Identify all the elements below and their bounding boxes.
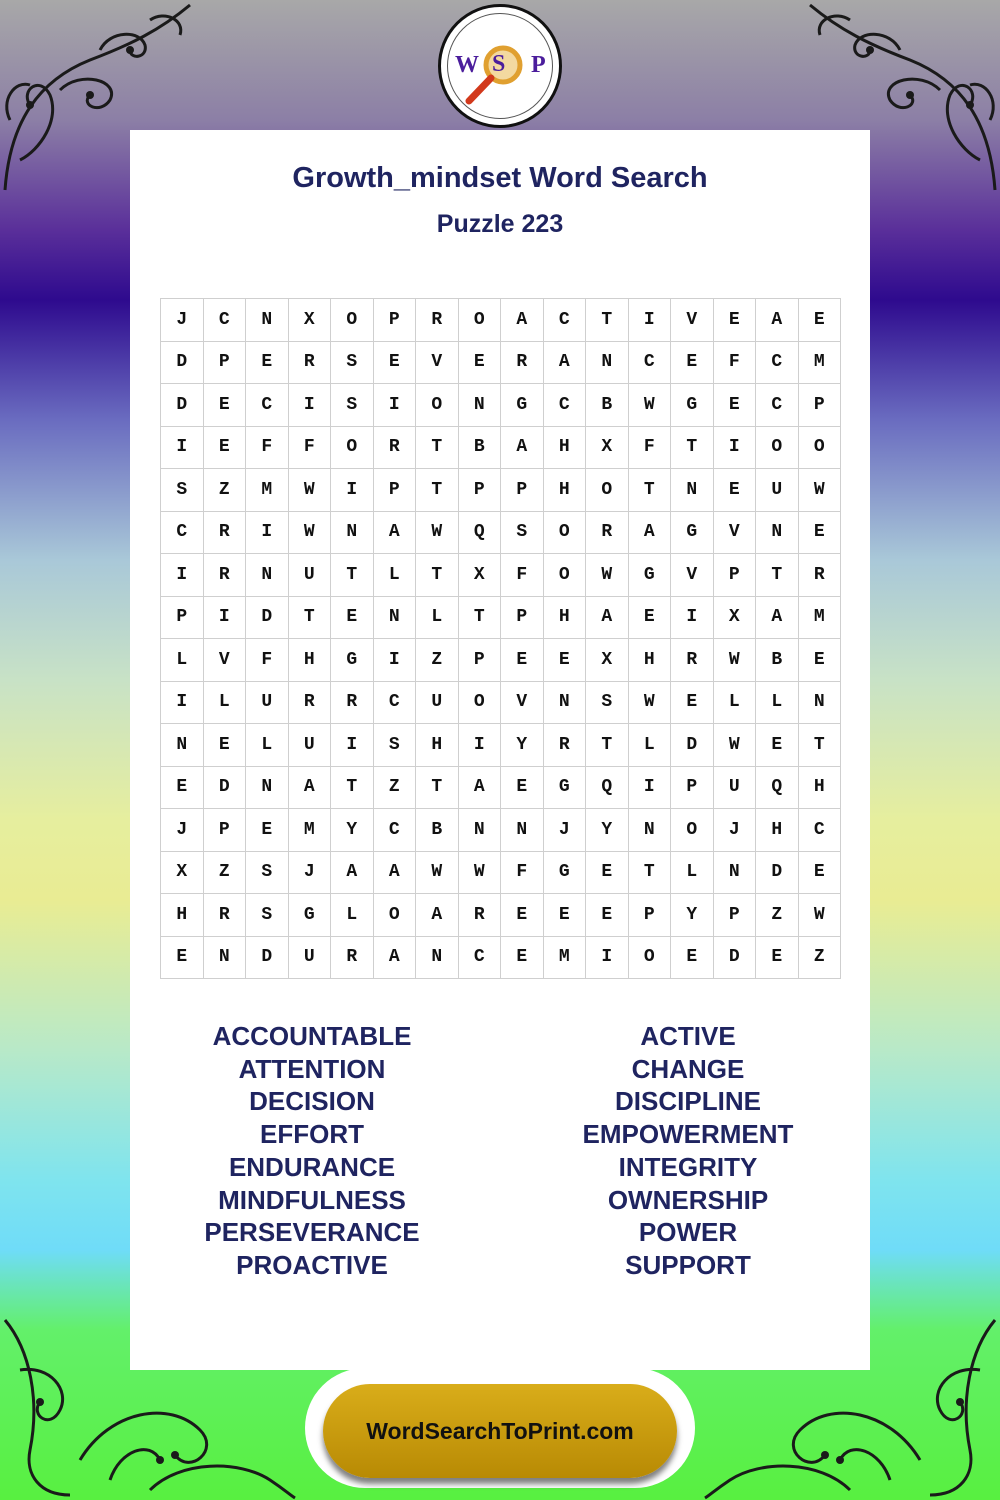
grid-cell[interactable]: A bbox=[544, 342, 587, 385]
grid-cell[interactable]: S bbox=[501, 512, 544, 555]
grid-cell[interactable]: N bbox=[459, 384, 502, 427]
grid-cell[interactable]: E bbox=[629, 597, 672, 640]
grid-cell[interactable]: S bbox=[161, 469, 204, 512]
grid-cell[interactable]: Z bbox=[416, 639, 459, 682]
grid-cell[interactable]: N bbox=[331, 512, 374, 555]
grid-cell[interactable]: M bbox=[246, 469, 289, 512]
grid-cell[interactable]: T bbox=[756, 554, 799, 597]
grid-cell[interactable]: D bbox=[204, 767, 247, 810]
grid-cell[interactable]: V bbox=[501, 682, 544, 725]
logo-letter-s: S bbox=[492, 51, 506, 77]
grid-cell[interactable]: R bbox=[459, 894, 502, 937]
grid-cell[interactable]: N bbox=[671, 469, 714, 512]
grid-cell[interactable]: V bbox=[671, 554, 714, 597]
grid-cell[interactable]: H bbox=[756, 809, 799, 852]
grid-cell[interactable]: F bbox=[629, 427, 672, 470]
word-list-item: POWER bbox=[638, 1217, 738, 1248]
grid-cell[interactable]: E bbox=[459, 342, 502, 385]
word-list-item: ENDURANCE bbox=[228, 1151, 396, 1182]
grid-cell[interactable]: D bbox=[161, 342, 204, 385]
grid-cell[interactable]: B bbox=[586, 384, 629, 427]
grid-cell[interactable]: Y bbox=[586, 809, 629, 852]
grid-cell[interactable]: D bbox=[161, 384, 204, 427]
grid-cell[interactable]: P bbox=[501, 597, 544, 640]
grid-cell[interactable]: C bbox=[756, 342, 799, 385]
grid-cell[interactable]: O bbox=[459, 299, 502, 342]
grid-cell[interactable]: I bbox=[331, 724, 374, 767]
grid-cell[interactable]: L bbox=[246, 724, 289, 767]
grid-cell[interactable]: J bbox=[544, 809, 587, 852]
grid-cell[interactable]: Q bbox=[756, 767, 799, 810]
grid-cell[interactable]: R bbox=[501, 342, 544, 385]
grid-cell[interactable]: R bbox=[374, 427, 417, 470]
grid-cell[interactable]: R bbox=[204, 894, 247, 937]
grid-cell[interactable]: N bbox=[459, 809, 502, 852]
grid-cell[interactable]: I bbox=[459, 724, 502, 767]
word-list-item: DECISION bbox=[249, 1086, 375, 1117]
grid-cell[interactable]: Z bbox=[756, 894, 799, 937]
grid-cell[interactable]: L bbox=[714, 682, 757, 725]
grid-cell[interactable]: S bbox=[246, 852, 289, 895]
grid-cell[interactable]: P bbox=[161, 597, 204, 640]
grid-cell[interactable]: H bbox=[289, 639, 332, 682]
grid-cell[interactable]: L bbox=[204, 682, 247, 725]
grid-cell[interactable]: M bbox=[544, 937, 587, 980]
grid-cell[interactable]: T bbox=[289, 597, 332, 640]
grid-cell[interactable]: I bbox=[629, 299, 672, 342]
grid-cell[interactable]: E bbox=[544, 894, 587, 937]
grid-cell[interactable]: D bbox=[246, 937, 289, 980]
grid-cell[interactable]: B bbox=[459, 427, 502, 470]
grid-cell[interactable]: V bbox=[416, 342, 459, 385]
grid-cell[interactable]: W bbox=[799, 894, 842, 937]
grid-cell[interactable]: F bbox=[246, 639, 289, 682]
grid-cell[interactable]: G bbox=[544, 852, 587, 895]
grid-cell[interactable]: N bbox=[714, 852, 757, 895]
grid-cell[interactable]: M bbox=[289, 809, 332, 852]
grid-cell[interactable]: R bbox=[289, 682, 332, 725]
grid-cell[interactable]: E bbox=[204, 384, 247, 427]
grid-cell[interactable]: N bbox=[629, 809, 672, 852]
grid-cell[interactable]: C bbox=[799, 809, 842, 852]
grid-cell[interactable]: T bbox=[416, 469, 459, 512]
grid-cell[interactable]: C bbox=[459, 937, 502, 980]
grid-cell[interactable]: C bbox=[374, 682, 417, 725]
grid-cell[interactable]: R bbox=[544, 724, 587, 767]
word-list-item: SUPPORT bbox=[625, 1249, 751, 1280]
grid-cell[interactable]: E bbox=[501, 937, 544, 980]
grid-cell[interactable]: S bbox=[331, 384, 374, 427]
grid-cell[interactable]: A bbox=[374, 512, 417, 555]
letter-grid bbox=[160, 298, 841, 979]
grid-cell[interactable]: P bbox=[374, 299, 417, 342]
grid-cell[interactable]: F bbox=[501, 554, 544, 597]
grid-cell[interactable]: E bbox=[246, 809, 289, 852]
grid-cell[interactable]: U bbox=[714, 767, 757, 810]
grid-cell[interactable]: T bbox=[331, 554, 374, 597]
grid-cell[interactable]: C bbox=[204, 299, 247, 342]
grid-cell[interactable]: I bbox=[671, 597, 714, 640]
grid-cell[interactable]: D bbox=[756, 852, 799, 895]
grid-cell[interactable]: Z bbox=[204, 469, 247, 512]
grid-cell[interactable]: W bbox=[714, 639, 757, 682]
word-list-item: EMPOWERMENT bbox=[582, 1119, 794, 1150]
grid-cell[interactable]: B bbox=[756, 639, 799, 682]
grid-cell[interactable]: E bbox=[204, 427, 247, 470]
word-list-item: ACTIVE bbox=[640, 1021, 736, 1051]
grid-cell[interactable]: L bbox=[629, 724, 672, 767]
grid-cell[interactable]: A bbox=[756, 597, 799, 640]
grid-cell[interactable]: N bbox=[416, 937, 459, 980]
grid-cell[interactable]: X bbox=[586, 639, 629, 682]
grid-cell[interactable]: O bbox=[756, 427, 799, 470]
grid-cell[interactable]: E bbox=[501, 639, 544, 682]
grid-cell[interactable]: Y bbox=[501, 724, 544, 767]
grid-cell[interactable]: L bbox=[756, 682, 799, 725]
word-list-item: ACCOUNTABLE bbox=[212, 1021, 412, 1051]
grid-cell[interactable]: A bbox=[501, 427, 544, 470]
grid-cell[interactable]: P bbox=[714, 894, 757, 937]
grid-cell[interactable]: F bbox=[246, 427, 289, 470]
grid-cell[interactable]: W bbox=[799, 469, 842, 512]
grid-cell[interactable]: H bbox=[416, 724, 459, 767]
grid-cell[interactable]: J bbox=[161, 809, 204, 852]
grid-cell[interactable]: X bbox=[714, 597, 757, 640]
grid-cell[interactable]: R bbox=[289, 342, 332, 385]
grid-cell[interactable]: I bbox=[161, 682, 204, 725]
grid-cell[interactable]: H bbox=[544, 427, 587, 470]
word-list-item: CHANGE bbox=[631, 1053, 745, 1084]
grid-cell[interactable]: V bbox=[714, 512, 757, 555]
grid-cell[interactable]: U bbox=[756, 469, 799, 512]
grid-cell[interactable]: S bbox=[374, 724, 417, 767]
grid-cell[interactable]: X bbox=[289, 299, 332, 342]
grid-cell[interactable]: E bbox=[501, 767, 544, 810]
grid-cell[interactable]: L bbox=[374, 554, 417, 597]
grid-cell[interactable]: R bbox=[331, 937, 374, 980]
grid-cell[interactable]: Z bbox=[204, 852, 247, 895]
grid-cell[interactable]: E bbox=[799, 639, 842, 682]
grid-cell[interactable]: I bbox=[204, 597, 247, 640]
grid-cell[interactable]: D bbox=[246, 597, 289, 640]
word-list-item: INTEGRITY bbox=[618, 1151, 758, 1182]
grid-cell[interactable]: O bbox=[544, 512, 587, 555]
grid-cell[interactable]: O bbox=[331, 299, 374, 342]
grid-cell[interactable]: H bbox=[629, 639, 672, 682]
grid-cell[interactable]: R bbox=[416, 299, 459, 342]
grid-cell[interactable]: O bbox=[586, 469, 629, 512]
grid-cell[interactable]: X bbox=[161, 852, 204, 895]
grid-cell[interactable]: P bbox=[459, 639, 502, 682]
grid-cell[interactable]: C bbox=[374, 809, 417, 852]
grid-cell[interactable]: T bbox=[331, 767, 374, 810]
grid-cell[interactable]: W bbox=[289, 512, 332, 555]
logo-letter-p: P bbox=[531, 52, 546, 78]
grid-cell[interactable]: N bbox=[246, 767, 289, 810]
grid-cell[interactable]: E bbox=[671, 937, 714, 980]
grid-cell[interactable]: R bbox=[204, 554, 247, 597]
grid-cell[interactable]: D bbox=[714, 937, 757, 980]
grid-cell[interactable]: Q bbox=[459, 512, 502, 555]
grid-cell[interactable]: O bbox=[416, 384, 459, 427]
grid-cell[interactable]: C bbox=[629, 342, 672, 385]
grid-cell[interactable]: C bbox=[756, 384, 799, 427]
grid-cell[interactable]: N bbox=[204, 937, 247, 980]
grid-cell[interactable]: I bbox=[289, 384, 332, 427]
grid-cell[interactable]: G bbox=[544, 767, 587, 810]
grid-cell[interactable]: T bbox=[416, 767, 459, 810]
grid-cell[interactable]: R bbox=[671, 639, 714, 682]
grid-cell[interactable]: X bbox=[459, 554, 502, 597]
grid-cell[interactable]: P bbox=[714, 554, 757, 597]
grid-cell[interactable]: V bbox=[671, 299, 714, 342]
grid-cell[interactable]: G bbox=[671, 384, 714, 427]
grid-cell[interactable]: P bbox=[374, 469, 417, 512]
word-list-item: OWNERSHIP bbox=[607, 1184, 769, 1215]
grid-cell[interactable]: E bbox=[756, 937, 799, 980]
site-logo[interactable] bbox=[438, 4, 562, 128]
grid-cell[interactable]: A bbox=[374, 852, 417, 895]
grid-cell[interactable]: E bbox=[544, 639, 587, 682]
grid-cell[interactable]: A bbox=[501, 299, 544, 342]
grid-cell[interactable]: E bbox=[671, 342, 714, 385]
grid-cell[interactable]: N bbox=[799, 682, 842, 725]
word-list-item: PROACTIVE bbox=[236, 1249, 388, 1280]
grid-cell[interactable]: H bbox=[544, 469, 587, 512]
grid-cell[interactable]: P bbox=[671, 767, 714, 810]
grid-cell[interactable]: A bbox=[586, 597, 629, 640]
grid-cell[interactable]: R bbox=[331, 682, 374, 725]
grid-cell[interactable]: O bbox=[459, 682, 502, 725]
grid-cell[interactable]: W bbox=[416, 512, 459, 555]
grid-cell[interactable]: J bbox=[161, 299, 204, 342]
grid-cell[interactable]: E bbox=[714, 469, 757, 512]
grid-cell[interactable]: F bbox=[714, 342, 757, 385]
grid-cell[interactable]: I bbox=[714, 427, 757, 470]
grid-cell[interactable]: U bbox=[416, 682, 459, 725]
grid-cell[interactable]: W bbox=[629, 384, 672, 427]
grid-cell[interactable]: B bbox=[416, 809, 459, 852]
grid-cell[interactable]: N bbox=[501, 809, 544, 852]
grid-cell[interactable]: E bbox=[671, 682, 714, 725]
grid-cell[interactable]: W bbox=[416, 852, 459, 895]
grid-cell[interactable]: F bbox=[289, 427, 332, 470]
grid-cell[interactable]: T bbox=[629, 469, 672, 512]
grid-cell[interactable]: N bbox=[246, 299, 289, 342]
word-list-item: MINDFULNESS bbox=[218, 1184, 406, 1215]
grid-cell[interactable]: E bbox=[714, 299, 757, 342]
grid-cell[interactable]: E bbox=[756, 724, 799, 767]
grid-cell[interactable]: Y bbox=[331, 809, 374, 852]
grid-cell[interactable]: H bbox=[544, 597, 587, 640]
grid-cell[interactable]: X bbox=[586, 427, 629, 470]
grid-cell[interactable]: E bbox=[586, 852, 629, 895]
grid-cell[interactable]: A bbox=[756, 299, 799, 342]
word-list-left bbox=[132, 1020, 492, 1282]
grid-cell[interactable]: M bbox=[799, 597, 842, 640]
grid-cell[interactable]: E bbox=[586, 894, 629, 937]
page-title: Growth_mindset Word Search bbox=[292, 162, 708, 194]
grid-cell[interactable]: L bbox=[671, 852, 714, 895]
grid-cell[interactable]: N bbox=[756, 512, 799, 555]
grid-cell[interactable]: C bbox=[544, 299, 587, 342]
grid-cell[interactable]: E bbox=[799, 852, 842, 895]
grid-cell[interactable]: N bbox=[161, 724, 204, 767]
word-list-item: DISCIPLINE bbox=[615, 1086, 761, 1117]
grid-cell[interactable]: P bbox=[204, 809, 247, 852]
grid-cell[interactable]: E bbox=[501, 894, 544, 937]
puzzle-number: Puzzle 223 bbox=[436, 210, 564, 238]
grid-cell[interactable]: Y bbox=[671, 894, 714, 937]
grid-cell[interactable]: O bbox=[629, 937, 672, 980]
grid-cell[interactable]: P bbox=[629, 894, 672, 937]
grid-cell[interactable]: J bbox=[289, 852, 332, 895]
grid-cell[interactable]: J bbox=[714, 809, 757, 852]
grid-cell[interactable]: I bbox=[161, 554, 204, 597]
grid-cell[interactable]: W bbox=[714, 724, 757, 767]
grid-cell[interactable]: V bbox=[204, 639, 247, 682]
grid-cell[interactable]: P bbox=[799, 384, 842, 427]
grid-cell[interactable]: L bbox=[331, 894, 374, 937]
site-link-button[interactable] bbox=[323, 1384, 677, 1478]
grid-cell[interactable]: P bbox=[459, 469, 502, 512]
grid-cell[interactable]: E bbox=[204, 724, 247, 767]
grid-cell[interactable]: I bbox=[331, 469, 374, 512]
grid-cell[interactable]: A bbox=[331, 852, 374, 895]
grid-cell[interactable]: N bbox=[374, 597, 417, 640]
grid-cell[interactable]: O bbox=[671, 809, 714, 852]
grid-cell[interactable]: E bbox=[799, 299, 842, 342]
grid-cell[interactable]: N bbox=[246, 554, 289, 597]
grid-cell[interactable]: H bbox=[799, 767, 842, 810]
grid-cell[interactable]: M bbox=[799, 342, 842, 385]
grid-cell[interactable]: G bbox=[289, 894, 332, 937]
grid-cell[interactable]: O bbox=[374, 894, 417, 937]
grid-cell[interactable]: U bbox=[289, 937, 332, 980]
grid-cell[interactable]: W bbox=[459, 852, 502, 895]
word-list-item: PERSEVERANCE bbox=[204, 1217, 420, 1248]
grid-cell[interactable]: G bbox=[671, 512, 714, 555]
grid-cell[interactable]: I bbox=[629, 767, 672, 810]
grid-cell[interactable]: U bbox=[289, 554, 332, 597]
grid-cell[interactable]: W bbox=[289, 469, 332, 512]
grid-cell[interactable]: W bbox=[586, 554, 629, 597]
grid-cell[interactable]: I bbox=[246, 512, 289, 555]
grid-cell[interactable]: C bbox=[246, 384, 289, 427]
grid-cell[interactable]: I bbox=[161, 427, 204, 470]
logo-letter-w: W bbox=[455, 52, 479, 78]
grid-cell[interactable]: E bbox=[799, 512, 842, 555]
grid-cell[interactable]: A bbox=[416, 894, 459, 937]
word-list-item: ATTENTION bbox=[238, 1053, 386, 1084]
grid-cell[interactable]: A bbox=[289, 767, 332, 810]
grid-cell[interactable]: A bbox=[629, 512, 672, 555]
grid-cell[interactable]: S bbox=[586, 682, 629, 725]
grid-cell[interactable]: G bbox=[331, 639, 374, 682]
grid-cell[interactable]: A bbox=[459, 767, 502, 810]
grid-cell[interactable]: T bbox=[671, 427, 714, 470]
grid-cell[interactable]: R bbox=[586, 512, 629, 555]
word-list-item: EFFORT bbox=[260, 1119, 364, 1150]
grid-cell[interactable]: C bbox=[161, 512, 204, 555]
grid-cell[interactable]: Z bbox=[374, 767, 417, 810]
grid-cell[interactable]: T bbox=[586, 724, 629, 767]
grid-cell[interactable]: E bbox=[161, 937, 204, 980]
grid-cell[interactable]: T bbox=[416, 554, 459, 597]
grid-cell[interactable]: U bbox=[246, 682, 289, 725]
grid-cell[interactable]: H bbox=[161, 894, 204, 937]
grid-cell[interactable]: R bbox=[204, 512, 247, 555]
grid-cell[interactable]: I bbox=[586, 937, 629, 980]
grid-cell[interactable]: I bbox=[374, 384, 417, 427]
grid-cell[interactable]: U bbox=[289, 724, 332, 767]
grid-cell[interactable]: Q bbox=[586, 767, 629, 810]
grid-cell[interactable]: O bbox=[544, 554, 587, 597]
grid-cell[interactable]: I bbox=[374, 639, 417, 682]
grid-cell[interactable]: T bbox=[416, 427, 459, 470]
grid-cell[interactable]: G bbox=[501, 384, 544, 427]
grid-cell[interactable]: G bbox=[629, 554, 672, 597]
grid-cell[interactable]: E bbox=[246, 342, 289, 385]
grid-cell[interactable]: N bbox=[544, 682, 587, 725]
grid-cell[interactable]: N bbox=[586, 342, 629, 385]
grid-cell[interactable]: F bbox=[501, 852, 544, 895]
grid-cell[interactable]: T bbox=[459, 597, 502, 640]
grid-cell[interactable]: E bbox=[331, 597, 374, 640]
grid-cell[interactable]: Z bbox=[799, 937, 842, 980]
grid-cell[interactable]: D bbox=[671, 724, 714, 767]
grid-cell[interactable]: W bbox=[629, 682, 672, 725]
grid-cell[interactable]: C bbox=[544, 384, 587, 427]
grid-cell[interactable]: O bbox=[331, 427, 374, 470]
grid-cell[interactable]: E bbox=[374, 342, 417, 385]
grid-cell[interactable]: P bbox=[501, 469, 544, 512]
grid-cell[interactable]: P bbox=[204, 342, 247, 385]
grid-cell[interactable]: T bbox=[586, 299, 629, 342]
grid-cell[interactable]: R bbox=[799, 554, 842, 597]
site-link-label: WordSearchToPrint.com bbox=[366, 1417, 634, 1444]
grid-cell[interactable]: L bbox=[161, 639, 204, 682]
grid-cell[interactable]: S bbox=[331, 342, 374, 385]
grid-cell[interactable]: A bbox=[374, 937, 417, 980]
grid-cell[interactable]: T bbox=[629, 852, 672, 895]
word-list-right bbox=[508, 1020, 868, 1282]
grid-cell[interactable]: E bbox=[714, 384, 757, 427]
grid-cell[interactable]: S bbox=[246, 894, 289, 937]
grid-cell[interactable]: O bbox=[799, 427, 842, 470]
grid-cell[interactable]: L bbox=[416, 597, 459, 640]
grid-cell[interactable]: E bbox=[161, 767, 204, 810]
grid-cell[interactable]: T bbox=[799, 724, 842, 767]
